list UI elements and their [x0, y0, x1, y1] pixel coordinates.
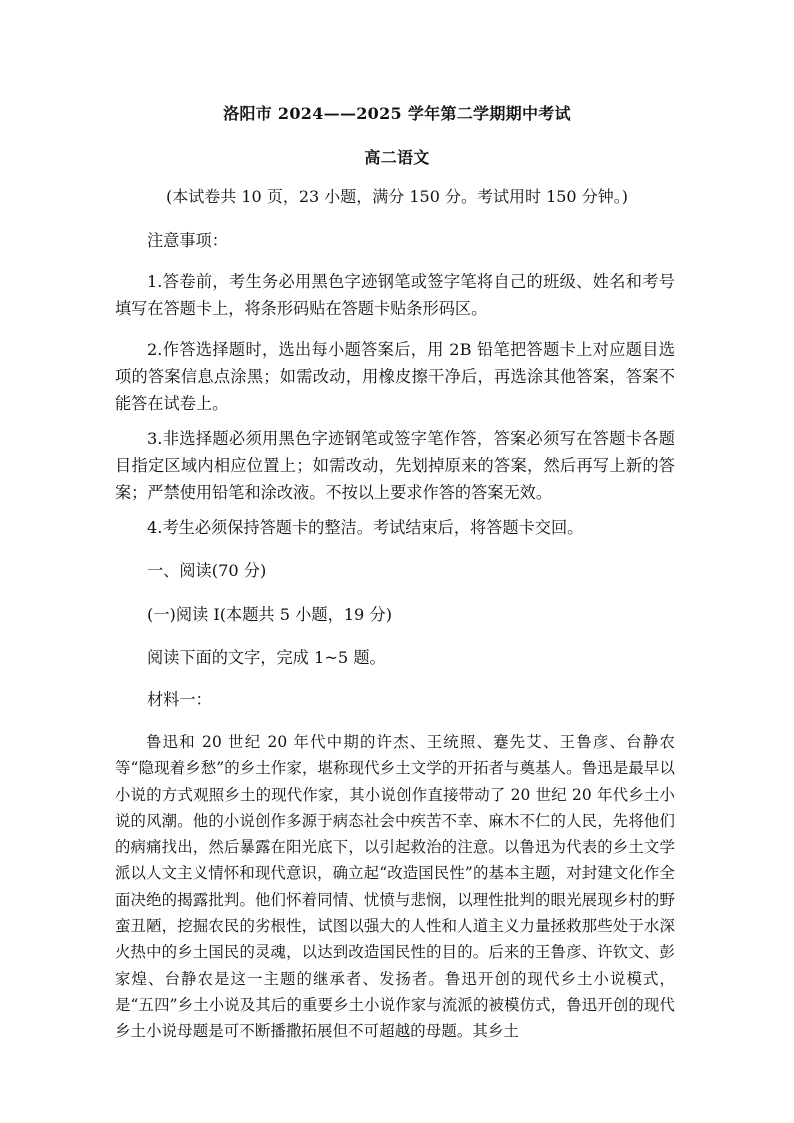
exam-note: (本试卷共 10 页，23 小题，满分 150 分。考试用时 150 分钟。)	[166, 187, 628, 206]
instruction-item-1: 1.答卷前，考生务必用黑色字迹钢笔或签字笔将自己的班级、姓名和考号填写在答题卡上，将条形码贴在答题卡贴条形码区。	[115, 272, 675, 318]
instruction-item-4: 4.考生必须保持答题卡的整洁。考试结束后，将答题卡交回。	[147, 518, 584, 537]
instruction-item-3: 3.非选择题必须用黑色字迹钢笔或签字笔作答，答案必须写在答题卡各题目指定区域内相应位置上；如需改动，先划掉原来的答案，然后再写上新的答案；严禁使用铅笔和涂改液。不按以上要求作答的答案无效。	[115, 429, 675, 502]
subject-title: 高二语文	[364, 148, 430, 167]
reading-direction: 阅读下面的文字，完成 1~5 题。	[147, 648, 386, 667]
material-label: 材料一：	[147, 690, 212, 709]
section-heading: 一、阅读(70 分)	[147, 561, 267, 580]
subsection-heading: (一)阅读 I(本题共 5 小题，19 分)	[147, 605, 393, 624]
instruction-item-2: 2.作答选择题时，选出每小题答案后，用 2B 铅笔把答题卡上对应题目选项的答案信息点涂黑；如需改动，用橡皮擦干净后，再选涂其他答案，答案不能答在试卷上。	[115, 340, 675, 413]
material-passage: 鲁迅和 20 世纪 20 年代中期的许杰、王统照、蹇先艾、王鲁彦、台静农等“隐现着乡愁”的乡土作家，堪称现代乡土文学的开拓者与奠基人。鲁迅是最早以小说的方式观照乡土的现代作家，其小说创作直接带动了 20 世纪 20 年代乡土小说的风潮。他的小说创作多源于病态社会中疾苦不幸、麻木不仁的人民，先将他们的病痛找出，然后暴露在阳光底下，以引起救治的注意。以鲁迅为代表的乡土文学派以人文主义情怀和现代意识，确立起“改造国民性”的基本主题，对封建文化作全面决绝的揭露批判。他们怀着同情、忧愤与悲悯，以理性批判的眼光展现乡村的野蛮丑陋，挖掘农民的劣根性，试图以强大的人性和人道主义力量拯救那些处于水深火热中的乡土国民的灵魂，以达到改造国民性的目的。后来的王鲁彦、许钦文、彭家煌、台静农是这一主题的继承者、发扬者。鲁迅开创的现代乡土小说模式，是“五四”乡土小说及其后的重要乡土小说作家与流派的被模仿式，鲁迅开创的现代乡土小说母题是可不断播撒拓展但不可超越的母题。其乡土	[115, 733, 675, 1041]
instructions-heading: 注意事项：	[147, 231, 228, 250]
exam-title: 洛阳市 2024——2025 学年第二学期期中考试	[223, 104, 571, 123]
